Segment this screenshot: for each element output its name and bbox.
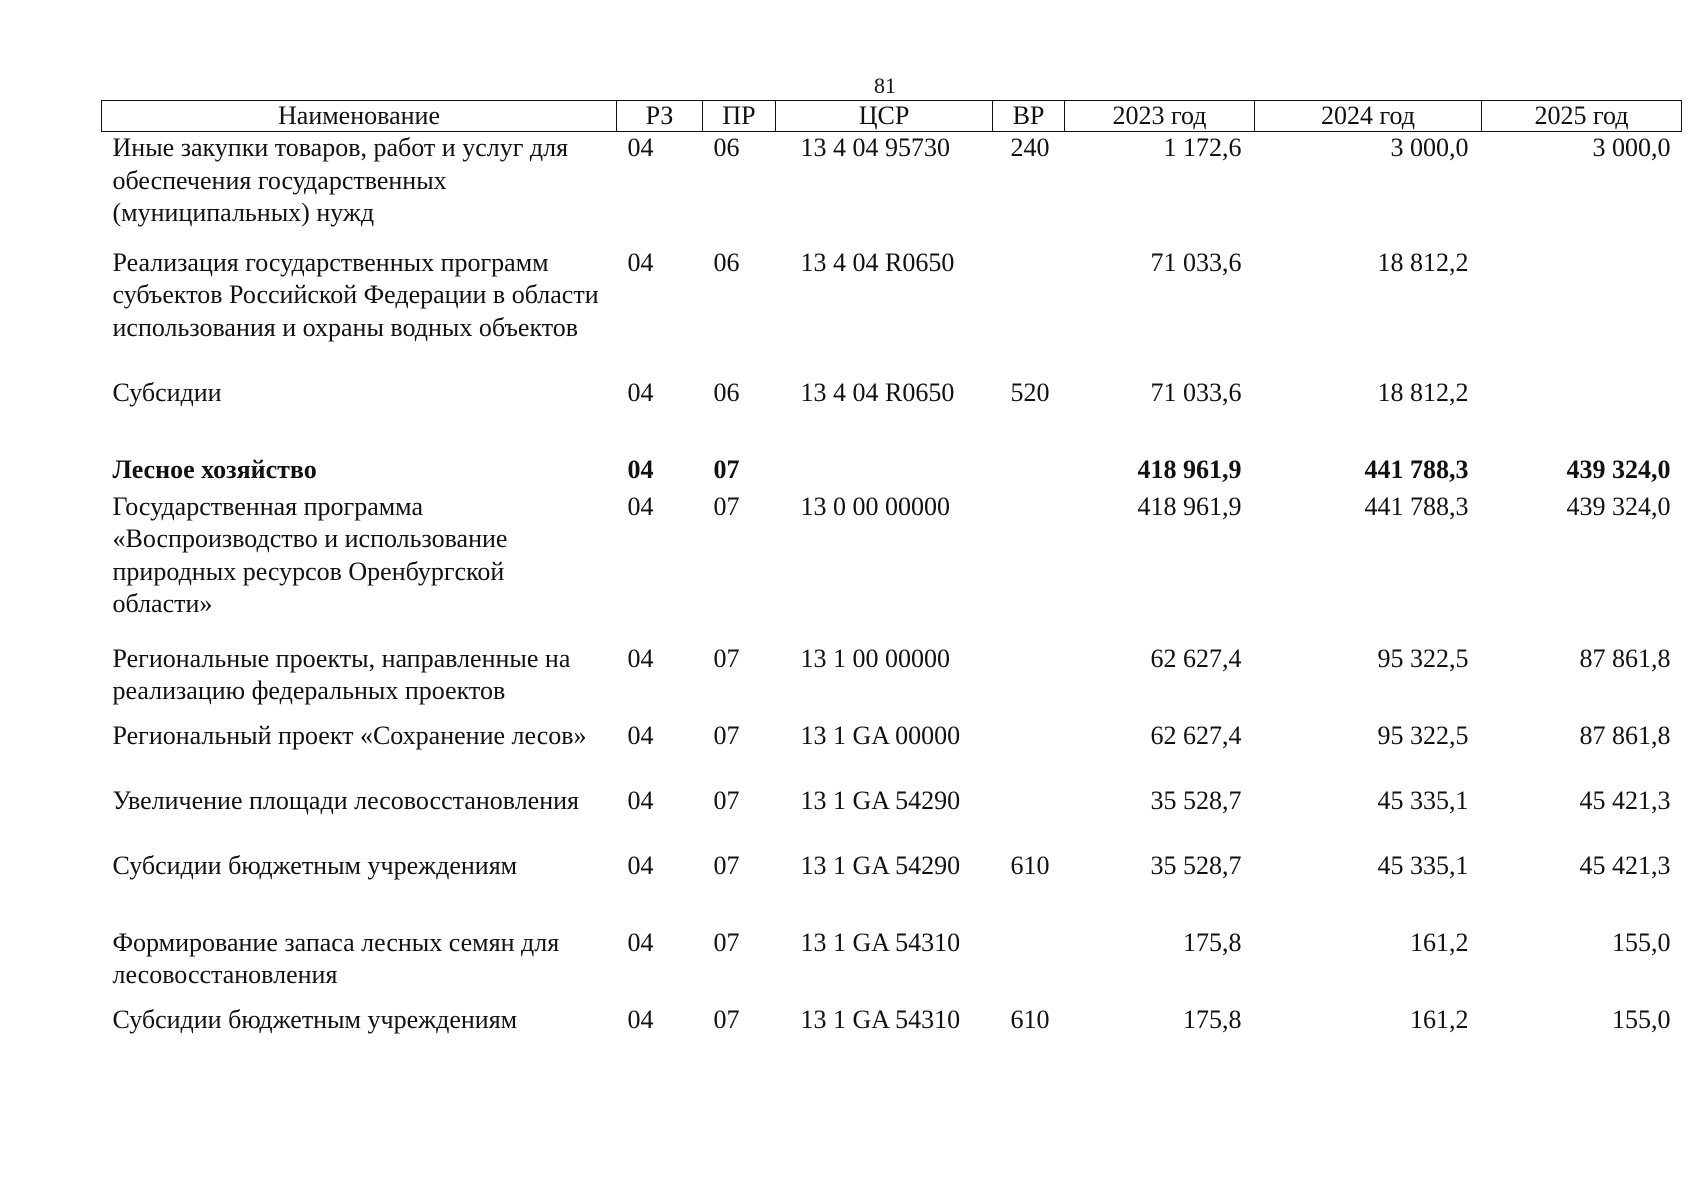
table-row — [102, 132, 1682, 247]
row-name: Субсидии бюджетным учреждениям — [112, 850, 518, 880]
table-row-section — [102, 454, 1682, 491]
row-csr: 13 4 04 95730 — [800, 133, 950, 162]
row-2024: 441 788,3 — [1364, 454, 1469, 484]
row-pr: 07 — [713, 1004, 740, 1034]
row-pr: 07 — [713, 927, 740, 957]
row-pr: 06 — [713, 133, 740, 162]
row-2024: 45 335,1 — [1377, 785, 1469, 815]
header-pr: ПР — [703, 101, 776, 132]
row-2023: 71 033,6 — [1150, 377, 1242, 407]
row-2025: 87 861,8 — [1579, 720, 1671, 750]
row-rz: 04 — [627, 1004, 654, 1034]
table-row — [102, 377, 1682, 454]
row-pr: 07 — [713, 850, 740, 880]
row-vr — [993, 927, 1065, 1004]
row-2023: 62 627,4 — [1150, 720, 1242, 750]
row-csr: 13 4 04 R0650 — [800, 377, 955, 407]
row-name: Региональные проекты, направленные на реализацию федеральных проектов — [112, 643, 571, 705]
row-2023: 418 961,9 — [1137, 454, 1242, 484]
row-vr: 610 — [1010, 850, 1050, 880]
row-2023: 62 627,4 — [1150, 643, 1242, 673]
row-pr: 06 — [713, 247, 740, 277]
table-row — [102, 785, 1682, 850]
row-name: Формирование запаса лесных семян для лесовосстановления — [112, 927, 560, 989]
header-2024: 2024 год — [1255, 101, 1482, 132]
row-name: Лесное хозяйство — [112, 454, 317, 484]
row-2024: 441 788,3 — [1364, 491, 1469, 521]
row-vr: 240 — [1010, 133, 1050, 162]
row-2023: 175,8 — [1183, 927, 1242, 957]
row-name: Субсидии бюджетным учреждениям — [112, 1004, 518, 1034]
page-number: 81 — [874, 73, 896, 98]
header-rz: РЗ — [617, 101, 703, 132]
row-rz: 04 — [627, 850, 654, 880]
row-2025: 439 324,0 — [1566, 454, 1671, 484]
row-pr: 07 — [713, 643, 740, 673]
header-2023: 2023 год — [1065, 101, 1255, 132]
row-pr: 07 — [713, 785, 740, 815]
row-name: Иные закупки товаров, работ и услуг для обеспечения государственных (муниципальных) нужд — [112, 133, 569, 227]
budget-table — [101, 100, 1682, 1044]
header-vr: ВР — [993, 101, 1065, 132]
row-2025 — [1482, 247, 1682, 377]
row-2023: 71 033,6 — [1150, 247, 1242, 277]
row-2025 — [1482, 377, 1682, 454]
row-name: Субсидии — [112, 377, 222, 407]
row-2025: 45 421,3 — [1579, 850, 1671, 880]
row-name: Увеличение площади лесовосстановления — [112, 785, 580, 815]
row-2024: 161,2 — [1410, 927, 1469, 957]
row-2023: 418 961,9 — [1137, 491, 1242, 521]
row-vr — [993, 785, 1065, 850]
row-name: Государственная программа «Воспроизводство и использование природных ресурсов Оренбургской области» — [112, 491, 508, 618]
table-row — [102, 720, 1682, 785]
row-2025: 439 324,0 — [1566, 491, 1671, 521]
row-pr: 07 — [713, 720, 740, 750]
row-csr: 13 1 GA 54290 — [800, 850, 961, 880]
row-rz: 04 — [627, 133, 654, 162]
row-csr — [776, 454, 993, 491]
row-csr: 13 0 00 00000 — [800, 491, 950, 521]
row-name: Региональный проект «Сохранение лесов» — [112, 720, 587, 750]
table-row — [102, 491, 1682, 643]
row-rz: 04 — [627, 491, 654, 521]
row-2024: 3 000,0 — [1390, 133, 1469, 162]
table-row — [102, 927, 1682, 1004]
row-vr: 520 — [1010, 377, 1050, 407]
row-2025: 3 000,0 — [1592, 133, 1671, 162]
row-pr: 07 — [713, 491, 740, 521]
row-vr — [993, 491, 1065, 643]
row-csr: 13 4 04 R0650 — [800, 247, 955, 277]
header-2025: 2025 год — [1482, 101, 1682, 132]
row-2023: 35 528,7 — [1150, 785, 1242, 815]
row-vr: 610 — [1010, 1004, 1050, 1034]
row-rz: 04 — [627, 720, 654, 750]
row-2023: 175,8 — [1183, 1004, 1242, 1034]
row-2024: 161,2 — [1410, 1004, 1469, 1034]
row-2025: 155,0 — [1612, 927, 1671, 957]
row-2025: 155,0 — [1612, 1004, 1671, 1034]
row-csr: 13 1 GA 00000 — [800, 720, 961, 750]
row-2024: 45 335,1 — [1377, 850, 1469, 880]
header-name: Наименование — [102, 101, 617, 132]
row-csr: 13 1 GA 54310 — [800, 1004, 961, 1034]
row-2024: 18 812,2 — [1377, 377, 1469, 407]
table-row — [102, 643, 1682, 720]
row-rz: 04 — [627, 927, 654, 957]
row-csr: 13 1 00 00000 — [800, 643, 950, 673]
row-csr: 13 1 GA 54310 — [800, 927, 961, 957]
row-pr: 06 — [713, 377, 740, 407]
row-pr: 07 — [713, 454, 740, 484]
table-header-row — [102, 101, 1682, 132]
row-2025: 87 861,8 — [1579, 643, 1671, 673]
row-2024: 95 322,5 — [1377, 643, 1469, 673]
row-rz: 04 — [627, 377, 654, 407]
header-csr: ЦСР — [776, 101, 993, 132]
table-row — [102, 1004, 1682, 1044]
row-2025: 45 421,3 — [1579, 785, 1671, 815]
row-2023: 35 528,7 — [1150, 850, 1242, 880]
table-row — [102, 850, 1682, 927]
row-rz: 04 — [627, 247, 654, 277]
table-row — [102, 247, 1682, 377]
row-2024: 18 812,2 — [1377, 247, 1469, 277]
row-vr — [993, 454, 1065, 491]
row-vr — [993, 247, 1065, 377]
row-2023: 1 172,6 — [1163, 133, 1242, 162]
row-rz: 04 — [627, 454, 654, 484]
row-rz: 04 — [627, 643, 654, 673]
row-csr: 13 1 GA 54290 — [800, 785, 961, 815]
row-2024: 95 322,5 — [1377, 720, 1469, 750]
row-vr — [993, 720, 1065, 785]
row-name: Реализация государственных программ субъектов Российской Федерации в области использования и охраны водных объектов — [112, 247, 599, 342]
row-rz: 04 — [627, 785, 654, 815]
row-vr — [993, 643, 1065, 720]
